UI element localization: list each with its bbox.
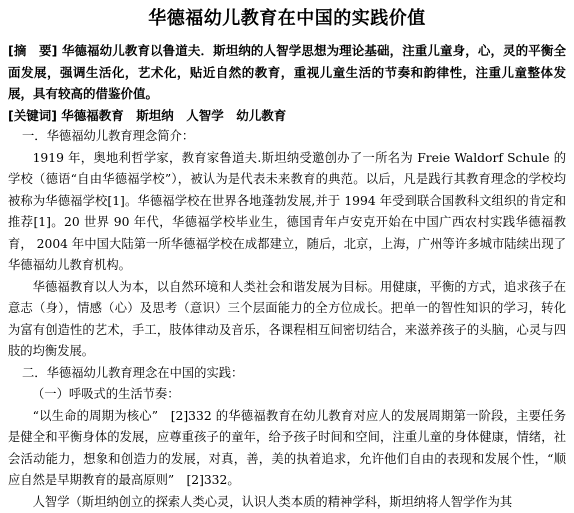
abstract-label: [摘 要]: [8, 43, 57, 58]
document-title: 华德福幼儿教育在中国的实践价值: [8, 6, 566, 32]
section-1-heading: 一．华德福幼儿教育理念简介：: [8, 126, 566, 148]
section-2-paragraph-1: “以生命的周期为核心” [2]332 的华德福教育在幼儿教育对应人的发展周期第一阶段，主要任务是健全和平衡身体的发展，应尊重孩子的童年，给予孩子时间和空间，注重儿童的身体健康，情绪，社会活动能力，想象和创造力的发展，对真，善，美的执着追求，允许他们自由的表现和发展个性，“顺应自然是早期教育的最高原则” [2]332。: [8, 406, 566, 492]
section-1-paragraph-2: 华德福教育以人为本，以自然环境和人类社会和谐发展为目标。用健康，平衡的方式，追求孩子在意志（身），情感（心）及思考（意识）三个层面能力的全方位成长。把单一的智性知识的学习，转化为富有创造性的艺术，手工，肢体律动及音乐，各课程相互间密切结合，来滋养孩子的头脑，心灵与四肢的均衡发展。: [8, 277, 566, 363]
abstract: [8, 40, 566, 105]
section-2-heading: 二．华德福幼儿教育理念在中国的实践：: [8, 363, 566, 385]
keywords-text: 华德福教育 斯坦纳 人智学 幼儿教育: [61, 108, 286, 123]
abstract-text: 华德福幼儿教育以鲁道夫．斯坦纳的人智学思想为理论基础，注重儿童身，心，灵的平衡全面发展，强调生活化，艺术化，贴近自然的教育，重视儿童生活的节奏和韵律性，注重儿童整体发展，具有较高的借鉴价值。: [8, 43, 566, 101]
section-1-paragraph-1: 1919 年，奥地利哲学家，教育家鲁道夫.斯坦纳受邀创办了一所名为 Freie Waldorf Schule 的学校（德语“自由华德福学校”），被认为是代表未来教育的典范。以后，凡是践行其教育理念的学校均被称为华德福学校[1]。华德福学校在世界各地蓬勃发展,并于 1994 年受到联合国教科文组织的肯定和推荐[1]。20 世界 90 年代，华德福学校毕业生，德国青年卢安克开始在中国广西农村实践华德福教育， 2004 年中国大陆第一所华德福学校在成都建立，随后，北京，上海，广州等许多城市陆续出现了华德福幼儿教育机构。: [8, 148, 566, 277]
section-2-paragraph-2: 人智学（斯坦纳创立的探索人类心灵，认识人类本质的精神学科，斯坦纳将人智学作为其: [8, 492, 566, 513]
keywords-label: [关键词]: [8, 108, 57, 123]
section-2-subheading: （一）呼吸式的生活节奏：: [8, 384, 566, 406]
keywords: [8, 105, 566, 127]
